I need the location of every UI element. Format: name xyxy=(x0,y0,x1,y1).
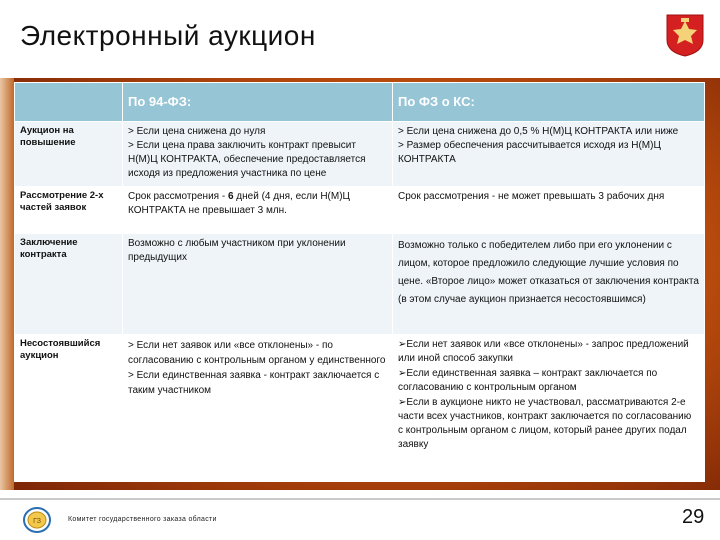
cell-line xyxy=(398,338,699,366)
cell-text: Срок рассмотрения - xyxy=(128,191,228,202)
row-label: Заключение контракта xyxy=(15,234,123,335)
table-header-row xyxy=(15,83,705,122)
cell-line: > Если единственная заявка - контракт заключается с таким участником xyxy=(128,370,380,396)
row-label: Рассмотрение 2-х частей заявок xyxy=(15,187,123,234)
cell-fz-ks: Срок рассмотрения - не может превышать 3 рабочих дня xyxy=(393,187,705,234)
row-label: Аукцион на повышение xyxy=(15,122,123,187)
cell-94fz xyxy=(123,335,393,482)
cell-text: дней (4 дня, если Н(М)Ц КОНТРАКТА не превышает 3 млн. xyxy=(128,191,350,216)
header-94fz: По 94-ФЗ: xyxy=(123,83,393,122)
table-row xyxy=(15,234,705,335)
cell-line xyxy=(398,396,699,452)
committee-logo-icon xyxy=(22,504,52,534)
footer-divider xyxy=(0,498,720,500)
arrow-bullet-icon: ➢ xyxy=(398,339,407,350)
table-row xyxy=(15,187,705,234)
header-cell-empty xyxy=(15,83,123,122)
arrow-bullet-icon: ➢ xyxy=(398,397,407,408)
cell-94fz: Возможно с любым участником при уклонении предыдущих xyxy=(123,234,393,335)
cell-text-bold: 6 xyxy=(227,191,234,202)
frame-edge xyxy=(0,78,14,490)
table-row xyxy=(15,122,705,187)
header-fz-ks: По ФЗ о КС: xyxy=(393,83,705,122)
cell-text: Если единственная заявка – контракт заключается по согласованию с контрольным органом xyxy=(398,368,658,393)
coat-of-arms-icon xyxy=(664,12,706,58)
cell-fz-ks xyxy=(393,335,705,482)
row-label: Несостоявшийся аукцион xyxy=(15,335,123,482)
arrow-bullet-icon: ➢ xyxy=(398,368,407,379)
cell-line: > Если цена права заключить контракт превысит Н(М)Ц КОНТРАКТА, обеспечение предоставляется исходя из предложения участника по цене xyxy=(128,140,366,179)
cell-94fz xyxy=(123,122,393,187)
cell-fz-ks xyxy=(393,122,705,187)
slide-title: Электронный аукцион xyxy=(20,20,316,51)
cell-line: > Если нет заявок или «все отклонены» - по согласованию с контрольным органом у единственного xyxy=(128,340,386,366)
cell-line: > Размер обеспечения рассчитывается исходя из Н(М)Ц КОНТРАКТА xyxy=(398,140,661,165)
cell-line xyxy=(398,367,699,395)
table-row xyxy=(15,335,705,482)
committee-name: Комитет государственного заказа области xyxy=(68,516,217,523)
cell-line: > Если цена снижена до нуля xyxy=(128,126,266,137)
comparison-table xyxy=(14,82,705,482)
cell-line: > Если цена снижена до 0,5 % Н(М)Ц КОНТРАКТА или ниже xyxy=(398,126,679,137)
cell-fz-ks: Возможно только с победителем либо при его уклонении с лицом, которое предложило следующие лучшие условия по цене. «Второе лицо» может отказаться от заключения контракта (в этом случае аукцион признается несостоявшимся) xyxy=(393,234,705,335)
cell-94fz xyxy=(123,187,393,234)
logo-text: ГЗ xyxy=(33,518,41,525)
page-number: 29 xyxy=(682,506,705,528)
cell-text: Если в аукционе никто не участвовал, рассматриваются 2-е части всех участников, контракт заключается по согласованию с контрольным органом с лицом, который ранее других подал заявку xyxy=(398,397,692,450)
cell-text: Если нет заявок или «все отклонены» - запрос предложений или иной способ закупки xyxy=(398,339,689,364)
